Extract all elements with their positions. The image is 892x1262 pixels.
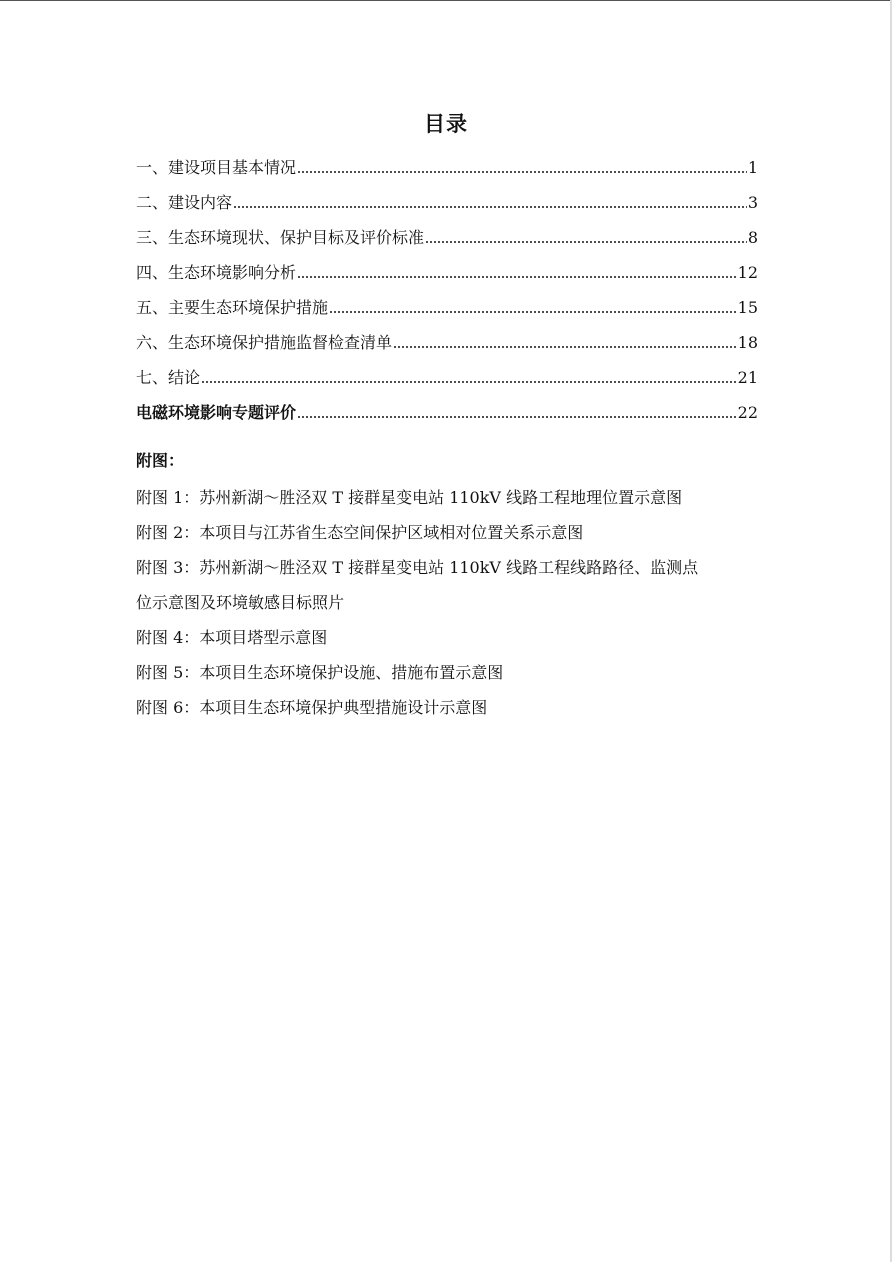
toc-leader-dots <box>297 268 737 279</box>
toc-page-number: 21 <box>737 368 758 387</box>
toc-page-number: 12 <box>737 263 758 282</box>
toc-leader-dots <box>393 338 737 349</box>
toc-entry-6[interactable] <box>136 325 758 360</box>
toc-entry-label: 四、生态环境影响分析 <box>136 263 297 282</box>
toc-entry-label: 电磁环境影响专题评价 <box>136 403 297 422</box>
figures-list <box>136 480 758 725</box>
toc-leader-dots <box>201 373 737 384</box>
toc-entry-label: 七、结论 <box>136 368 201 387</box>
toc-entry-label: 五、主要生态环境保护措施 <box>136 298 329 317</box>
figure-item-4: 附图 4：本项目塔型示意图 <box>136 628 328 647</box>
figure-item-6: 附图 6：本项目生态环境保护典型措施设计示意图 <box>136 698 488 717</box>
toc-page-number: 22 <box>737 403 758 422</box>
toc-page-number: 3 <box>747 193 758 212</box>
toc-page-number: 8 <box>747 228 758 247</box>
toc-entry-5[interactable] <box>136 290 758 325</box>
figure-item-2: 附图 2：本项目与江苏省生态空间保护区域相对位置关系示意图 <box>136 523 584 542</box>
toc-entry-4[interactable] <box>136 255 758 290</box>
table-of-contents <box>136 150 758 430</box>
toc-leader-dots <box>297 163 747 174</box>
toc-entry-label: 一、建设项目基本情况 <box>136 158 297 177</box>
toc-entry-3[interactable] <box>136 220 758 255</box>
toc-page-number: 18 <box>737 333 758 352</box>
toc-entry-8[interactable] <box>136 395 758 430</box>
toc-entry-label: 二、建设内容 <box>136 193 233 212</box>
toc-leader-dots <box>297 408 737 419</box>
page-top-border <box>0 0 892 1</box>
toc-entry-label: 六、生态环境保护措施监督检查清单 <box>136 333 393 352</box>
figure-item-5: 附图 5：本项目生态环境保护设施、措施布置示意图 <box>136 663 504 682</box>
toc-entry-7[interactable] <box>136 360 758 395</box>
figure-item-3: 附图 3：苏州新湖～胜泾双 T 接群星变电站 110kV 线路工程线路路径、监测点 <box>136 558 699 577</box>
figure-item-1: 附图 1：苏州新湖～胜泾双 T 接群星变电站 110kV 线路工程地理位置示意图 <box>136 488 683 507</box>
toc-entry-2[interactable] <box>136 185 758 220</box>
figure-item-3-continued: 位示意图及环境敏感目标照片 <box>136 593 345 612</box>
toc-leader-dots <box>329 303 737 314</box>
toc-page-number: 1 <box>747 158 758 177</box>
toc-entry-label: 三、生态环境现状、保护目标及评价标准 <box>136 228 425 247</box>
toc-leader-dots <box>233 198 747 209</box>
toc-leader-dots <box>425 233 747 244</box>
page-title: 目录 <box>424 111 468 136</box>
toc-page-number: 15 <box>737 298 758 317</box>
toc-entry-1[interactable] <box>136 150 758 185</box>
figures-heading: 附图： <box>136 451 185 470</box>
